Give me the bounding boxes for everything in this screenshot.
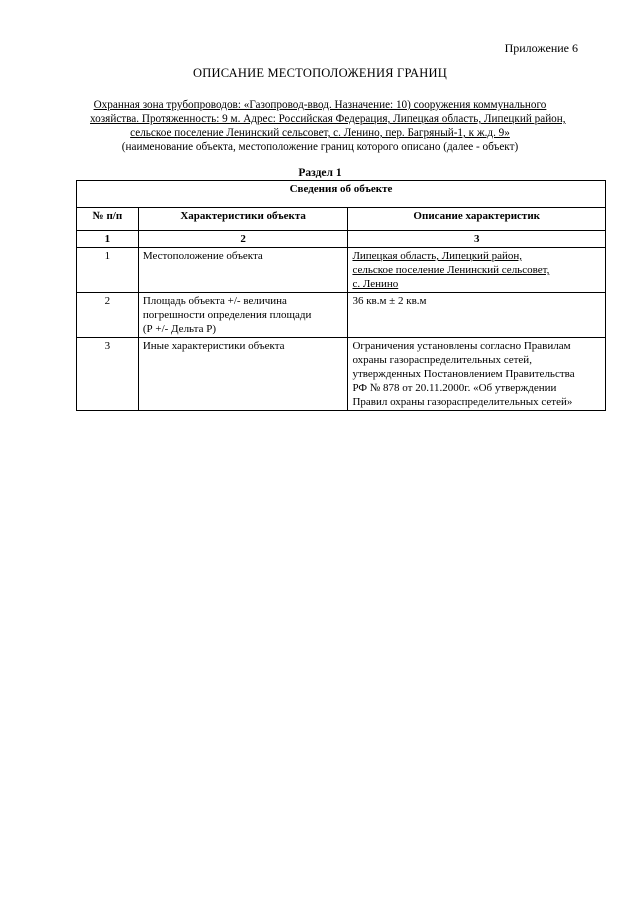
- appendix-label: Приложение 6: [504, 41, 578, 55]
- table-row: [77, 293, 606, 338]
- characteristic-line: Иные характеристики объекта: [142, 340, 285, 352]
- row-number: 2: [77, 293, 139, 338]
- description-line: Ограничения установлены согласно Правилам: [352, 340, 571, 352]
- column-number-1: 1: [77, 231, 139, 248]
- characteristic-line: (Р +/- Дельта Р): [142, 323, 217, 335]
- row-characteristic: [138, 338, 348, 411]
- characteristic-line: Площадь объекта +/- величина: [142, 295, 287, 307]
- column-number-3: 3: [348, 231, 606, 248]
- row-characteristic: [138, 293, 348, 338]
- section-title: Раздел 1: [298, 167, 342, 179]
- row-description: [348, 338, 606, 411]
- row-number: 3: [77, 338, 139, 411]
- table-title-row: [77, 181, 606, 208]
- description-line: Правил охраны газораспределительных сетей»: [352, 396, 573, 408]
- column-header-characteristic: Характеристики объекта: [138, 208, 348, 231]
- description-line: охраны газораспределительных сетей,: [352, 354, 532, 366]
- table-header-row: [77, 208, 606, 231]
- description-line: РФ № 878 от 20.11.2000г. «Об утверждении: [352, 382, 557, 394]
- column-header-number: № п/п: [77, 208, 139, 231]
- row-characteristic: [138, 248, 348, 293]
- description-line: сельское поселение Ленинский сельсовет,: [352, 264, 550, 276]
- column-number-2: 2: [138, 231, 348, 248]
- row-description: [348, 293, 606, 338]
- table-row: [77, 338, 606, 411]
- description-line: утвержденных Постановлением Правительства: [352, 368, 575, 380]
- column-number-row: [77, 231, 606, 248]
- table-title: Сведения об объекте: [77, 181, 606, 208]
- document-title: ОПИСАНИЕ МЕСТОПОЛОЖЕНИЯ ГРАНИЦ: [193, 66, 447, 80]
- description-line: Липецкая область, Липецкий район,: [352, 250, 522, 262]
- column-header-description: Описание характеристик: [348, 208, 606, 231]
- object-info-table: [76, 180, 606, 411]
- characteristic-line: Местоположение объекта: [142, 250, 263, 262]
- table-row: [77, 248, 606, 293]
- row-description: [348, 248, 606, 293]
- object-description-line-1: Охранная зона трубопроводов: «Газопровод-ввод. Назначение: 10) сооружения коммунального: [93, 99, 547, 111]
- object-description: [90, 98, 566, 154]
- description-line: 36 кв.м ± 2 кв.м: [352, 295, 427, 307]
- row-number: 1: [77, 248, 139, 293]
- object-description-line-3: сельское поселение Ленинский сельсовет, с. Ленино, пер. Багряный-1, к ж.д. 9»: [130, 127, 510, 139]
- description-line: с. Ленино: [352, 278, 399, 290]
- object-description-line-2: хозяйства. Протяженность: 9 м. Адрес: Российская Федерация, Липецкая область, Липецкий район,: [90, 113, 566, 125]
- object-description-caption: (наименование объекта, местоположение границ которого описано (далее - объект): [121, 141, 519, 153]
- characteristic-line: погрешности определения площади: [142, 309, 312, 321]
